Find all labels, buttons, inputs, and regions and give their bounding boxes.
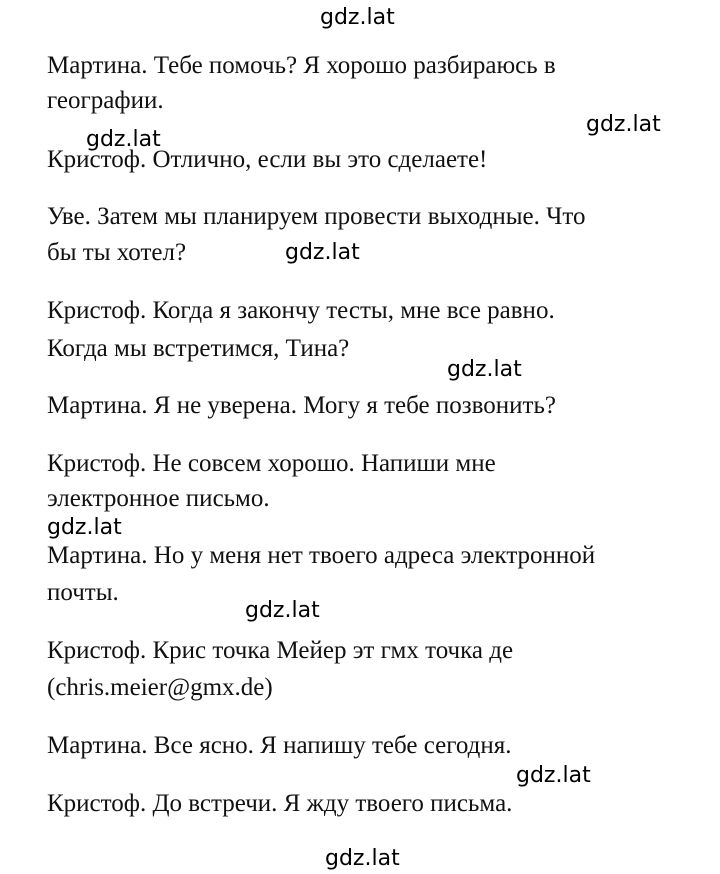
watermark: gdz.lat (285, 240, 360, 265)
dialogue-line: Кристоф. До встречи. Я жду твоего письма. (47, 790, 513, 817)
watermark: gdz.lat (245, 598, 320, 623)
dialogue-line: географии. (47, 87, 164, 114)
watermark: gdz.lat (447, 357, 522, 382)
dialogue-line: Уве. Затем мы планируем провести выходные. Что (47, 203, 586, 230)
dialogue-line: Кристоф. Не совсем хорошо. Напиши мне (47, 450, 496, 477)
watermark: gdz.lat (325, 846, 400, 871)
dialogue-line: Когда мы встретимся, Тина? (47, 335, 350, 362)
dialogue-line: Кристоф. Отлично, если вы это сделаете! (47, 146, 488, 173)
dialogue-line: Мартина. Я не уверена. Могу я тебе позвонить? (47, 392, 556, 419)
watermark: gdz.lat (86, 127, 161, 152)
dialogue-line: Мартина. Но у меня нет твоего адреса электронной (47, 542, 596, 569)
dialogue-line: электронное письмо. (47, 485, 270, 512)
watermark: gdz.lat (47, 515, 122, 540)
dialogue-line: Мартина. Тебе помочь? Я хорошо разбираюсь в (47, 52, 556, 79)
dialogue-line: (chris.meier@gmx.de) (47, 674, 273, 701)
dialogue-line: Кристоф. Когда я закончу тесты, мне все равно. (47, 297, 555, 324)
watermark: gdz.lat (516, 763, 591, 788)
dialogue-line: Кристоф. Крис точка Мейер эт гмх точка де (47, 637, 514, 664)
dialogue-line: бы ты хотел? (47, 239, 187, 266)
dialogue-line: Мартина. Все ясно. Я напишу тебе сегодня. (47, 732, 512, 759)
watermark: gdz.lat (586, 112, 661, 137)
watermark: gdz.lat (320, 5, 395, 30)
dialogue-line: почты. (47, 579, 119, 606)
